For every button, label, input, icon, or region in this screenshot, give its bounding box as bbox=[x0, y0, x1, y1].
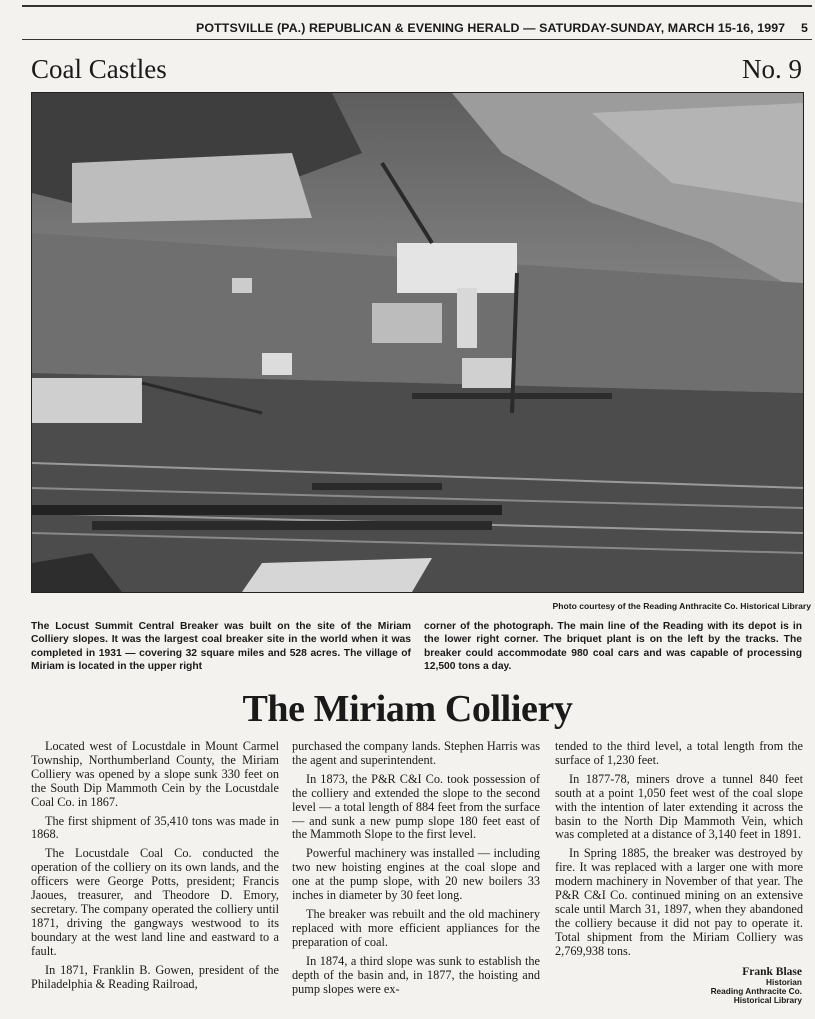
paragraph: The Locustdale Coal Co. conducted the operation of the colliery on its own lands, and the officers were George Potts, president; Francis Jaoues, treasurer, and Theodore D. Emory, secretary. The company operated the colliery until 1871, driving the gangways westwood to its boundary at the west land line and eastward to a fault. bbox=[31, 846, 279, 958]
paragraph: tended to the third level, a total length from the surface of 1,230 feet. bbox=[555, 739, 803, 767]
article-column-3 bbox=[555, 740, 803, 964]
paragraph: In 1873, the P&R C&I Co. took possession of the colliery and extended the slope to the second level — a total length of 884 feet from the surface — and sunk a new pump slope 180 feet east of the Mammoth Slope to the first level. bbox=[292, 771, 540, 842]
photo-credit: Photo courtesy of the Reading Anthracite Co. Historical Library bbox=[552, 601, 811, 611]
article-headline: The Miriam Colliery bbox=[242, 688, 573, 730]
paragraph: Located west of Locustdale in Mount Carmel Township, Northumberland County, the Miriam Colliery was opened by a slope sunk 330 feet on the South Dip Mammoth Cein by the Locustdale Coal Co. in 1867. bbox=[31, 739, 279, 809]
masthead: POTTSVILLE (PA.) REPUBLICAN & EVENING HERALD — SATURDAY-SUNDAY, MARCH 15-16, 1997 bbox=[196, 21, 786, 35]
paragraph: The breaker was rebuilt and the old machinery replaced with more efficient appliances for the preparation of coal. bbox=[292, 906, 540, 949]
author-name: Frank Blase bbox=[742, 966, 802, 978]
masthead-rule bbox=[22, 5, 812, 7]
article-column-1 bbox=[31, 740, 279, 996]
aerial-photo-illustration bbox=[32, 93, 803, 592]
paragraph: In Spring 1885, the breaker was destroyed by fire. It was replaced with a larger one with more modern machinery in November of that year. The P&R C&I Co. continued mining on an extensive scale until March 31, 1897, when they abandoned the colliery because it did not pay to operate it. Total shipment from the Miriam Colliery was 2,769,938 tons. bbox=[555, 846, 803, 958]
author-signature bbox=[711, 966, 802, 1005]
paragraph: In 1871, Franklin B. Gowen, president of the Philadelphia & Reading Railroad, bbox=[31, 962, 279, 991]
article-column-2 bbox=[292, 740, 540, 1001]
author-org: Reading Anthracite Co. bbox=[710, 986, 802, 996]
paragraph: Powerful machinery was installed — including two new hoisting engines at the coal slope and one at the pump slope, with 20 new boilers 33 inches in diameter by 30 feet long. bbox=[292, 846, 540, 903]
paragraph: In 1874, a third slope was sunk to establish the depth of the basin and, in 1877, the hoisting and pump slopes were ex- bbox=[292, 953, 540, 996]
page-number: 5 bbox=[801, 21, 808, 35]
paragraph: The first shipment of 35,410 tons was made in 1868. bbox=[31, 813, 279, 842]
author-title: Historian bbox=[766, 977, 802, 987]
series-rule bbox=[22, 39, 812, 40]
photo-caption-right: corner of the photograph. The main line of the Reading with its depot is in the lower right corner. The briquet plant is on the left by the tracks. The breaker could accommodate 980 coal cars and was capable of processing 12,500 tons a day. bbox=[424, 621, 802, 672]
paragraph: purchased the company lands. Stephen Harris was the agent and superintendent. bbox=[292, 739, 540, 767]
series-title: Coal Castles bbox=[31, 54, 167, 84]
aerial-photo-of-breaker bbox=[31, 92, 804, 593]
photo-caption-left: The Locust Summit Central Breaker was built on the site of the Miriam Colliery slopes. It was the largest coal breaker site in the world when it was completed in 1931 — covering 32 square miles and 528 acres. The village of Miriam is located in the upper right bbox=[31, 621, 411, 672]
issue-number: No. 9 bbox=[742, 54, 802, 84]
paragraph: In 1877-78, miners drove a tunnel 840 feet south at a point 1,050 feet west of the coal slope with the intention of later extending it across the basin to the North Dip Mammoth Vein, which was completed at a distance of 3,140 feet in 1891. bbox=[555, 771, 803, 842]
author-org-library: Historical Library bbox=[733, 995, 802, 1005]
